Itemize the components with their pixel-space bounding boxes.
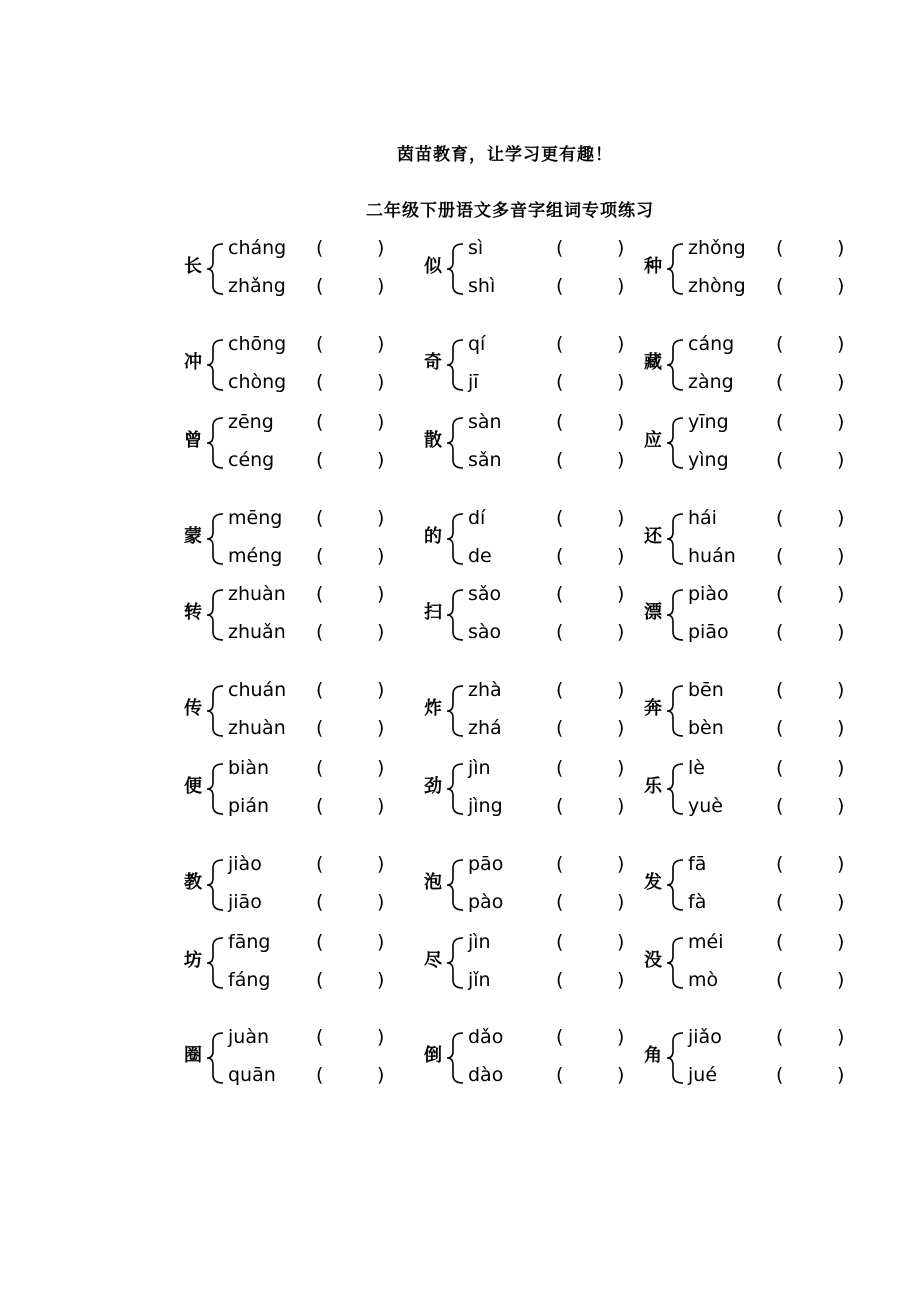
pinyin-reading-2: zhá xyxy=(468,717,502,739)
answer-paren-open: ( xyxy=(776,371,784,393)
polyphone-character: 冲 xyxy=(184,352,202,373)
pinyin-reading-2: pián xyxy=(228,795,270,817)
answer-paren-open: ( xyxy=(776,853,784,875)
curly-brace xyxy=(445,588,467,642)
polyphone-character: 教 xyxy=(184,872,202,893)
curly-brace xyxy=(665,858,687,912)
answer-paren-open: ( xyxy=(776,507,784,529)
answer-paren-open: ( xyxy=(556,795,564,817)
answer-paren-close: ) xyxy=(837,717,845,739)
polyphone-character: 乐 xyxy=(644,776,662,797)
polyphone-entry xyxy=(180,930,400,994)
polyphone-entry xyxy=(420,756,640,820)
polyphone-entry xyxy=(420,930,640,994)
answer-paren-open: ( xyxy=(776,275,784,297)
answer-paren-close: ) xyxy=(837,371,845,393)
answer-paren-close: ) xyxy=(617,1026,625,1048)
answer-paren-open: ( xyxy=(776,795,784,817)
answer-paren-close: ) xyxy=(837,411,845,433)
pinyin-reading-2: quān xyxy=(228,1064,276,1086)
pinyin-reading-2: de xyxy=(468,545,492,567)
polyphone-character: 倒 xyxy=(424,1045,442,1066)
answer-paren-close: ) xyxy=(837,795,845,817)
polyphone-entry xyxy=(420,582,640,646)
curly-brace xyxy=(445,338,467,392)
answer-paren-open: ( xyxy=(556,931,564,953)
answer-paren-open: ( xyxy=(316,411,324,433)
polyphone-entry xyxy=(640,236,860,300)
polyphone-character: 坊 xyxy=(184,950,202,971)
answer-paren-close: ) xyxy=(617,853,625,875)
answer-paren-close: ) xyxy=(617,411,625,433)
polyphone-character: 传 xyxy=(184,698,202,719)
polyphone-entry xyxy=(420,1025,640,1089)
pinyin-reading-2: fáng xyxy=(228,969,271,991)
polyphone-character: 蒙 xyxy=(184,526,202,547)
answer-paren-close: ) xyxy=(377,1026,385,1048)
pinyin-reading-1: mēng xyxy=(228,507,283,529)
curly-brace xyxy=(205,416,227,470)
answer-paren-open: ( xyxy=(776,969,784,991)
curly-brace xyxy=(665,338,687,392)
answer-paren-open: ( xyxy=(556,717,564,739)
curly-brace xyxy=(445,242,467,296)
answer-paren-open: ( xyxy=(556,237,564,259)
polyphone-character: 藏 xyxy=(644,352,662,373)
answer-paren-open: ( xyxy=(776,1064,784,1086)
answer-paren-open: ( xyxy=(316,891,324,913)
polyphone-character: 奔 xyxy=(644,698,662,719)
polyphone-character: 角 xyxy=(644,1045,662,1066)
answer-paren-open: ( xyxy=(556,1026,564,1048)
answer-paren-open: ( xyxy=(776,237,784,259)
answer-paren-open: ( xyxy=(776,1026,784,1048)
answer-paren-close: ) xyxy=(837,853,845,875)
pinyin-reading-1: jìn xyxy=(468,931,491,953)
polyphone-entry xyxy=(420,678,640,742)
pinyin-reading-1: zhà xyxy=(468,679,502,701)
answer-paren-close: ) xyxy=(617,717,625,739)
curly-brace xyxy=(665,416,687,470)
pinyin-reading-1: chōng xyxy=(228,333,287,355)
answer-paren-open: ( xyxy=(776,679,784,701)
pinyin-reading-2: shì xyxy=(468,275,496,297)
curly-brace xyxy=(445,1031,467,1085)
curly-brace xyxy=(665,512,687,566)
answer-paren-open: ( xyxy=(776,621,784,643)
pinyin-reading-1: méi xyxy=(688,931,724,953)
answer-paren-close: ) xyxy=(617,621,625,643)
answer-paren-open: ( xyxy=(556,411,564,433)
answer-paren-open: ( xyxy=(316,275,324,297)
answer-paren-close: ) xyxy=(837,449,845,471)
pinyin-reading-1: cháng xyxy=(228,237,287,259)
pinyin-reading-2: céng xyxy=(228,449,275,471)
polyphone-character: 炸 xyxy=(424,698,442,719)
curly-brace xyxy=(665,684,687,738)
pinyin-reading-2: jī xyxy=(468,371,479,393)
answer-paren-close: ) xyxy=(377,371,385,393)
polyphone-character: 应 xyxy=(644,430,662,451)
answer-paren-close: ) xyxy=(377,545,385,567)
curly-brace xyxy=(205,588,227,642)
answer-paren-close: ) xyxy=(837,969,845,991)
answer-paren-close: ) xyxy=(377,931,385,953)
polyphone-character: 便 xyxy=(184,776,202,797)
curly-brace xyxy=(665,242,687,296)
answer-paren-close: ) xyxy=(377,717,385,739)
pinyin-reading-1: chuán xyxy=(228,679,287,701)
answer-paren-close: ) xyxy=(617,449,625,471)
answer-paren-close: ) xyxy=(377,795,385,817)
answer-paren-close: ) xyxy=(837,333,845,355)
answer-paren-open: ( xyxy=(776,449,784,471)
curly-brace xyxy=(665,936,687,990)
polyphone-entry xyxy=(180,852,400,916)
answer-paren-open: ( xyxy=(316,1026,324,1048)
answer-paren-close: ) xyxy=(617,545,625,567)
pinyin-reading-1: bēn xyxy=(688,679,724,701)
polyphone-entry xyxy=(180,678,400,742)
polyphone-entry xyxy=(420,236,640,300)
polyphone-character: 曾 xyxy=(184,430,202,451)
pinyin-reading-1: juàn xyxy=(228,1026,270,1048)
answer-paren-open: ( xyxy=(316,371,324,393)
polyphone-character: 转 xyxy=(184,602,202,623)
answer-paren-close: ) xyxy=(837,1064,845,1086)
curly-brace xyxy=(205,512,227,566)
polyphone-entry xyxy=(180,506,400,570)
polyphone-character: 没 xyxy=(644,950,662,971)
curly-brace xyxy=(205,936,227,990)
answer-paren-close: ) xyxy=(377,333,385,355)
answer-paren-open: ( xyxy=(556,275,564,297)
pinyin-reading-2: dào xyxy=(468,1064,504,1086)
answer-paren-close: ) xyxy=(617,757,625,779)
answer-paren-close: ) xyxy=(377,757,385,779)
pinyin-reading-1: qí xyxy=(468,333,486,355)
polyphone-entry xyxy=(640,852,860,916)
pinyin-reading-1: zēng xyxy=(228,411,274,433)
answer-paren-close: ) xyxy=(377,621,385,643)
polyphone-character: 劲 xyxy=(424,776,442,797)
polyphone-entry xyxy=(640,332,860,396)
answer-paren-close: ) xyxy=(617,333,625,355)
answer-paren-open: ( xyxy=(316,931,324,953)
polyphone-character: 似 xyxy=(424,256,442,277)
pinyin-reading-2: zhòng xyxy=(688,275,746,297)
answer-paren-open: ( xyxy=(556,757,564,779)
answer-paren-close: ) xyxy=(617,275,625,297)
answer-paren-close: ) xyxy=(837,583,845,605)
answer-paren-close: ) xyxy=(837,1026,845,1048)
answer-paren-close: ) xyxy=(617,679,625,701)
pinyin-reading-2: zhǎng xyxy=(228,275,286,297)
polyphone-entry xyxy=(180,236,400,300)
answer-paren-open: ( xyxy=(776,545,784,567)
polyphone-entry xyxy=(640,506,860,570)
pinyin-reading-2: zhuǎn xyxy=(228,621,286,643)
curly-brace xyxy=(205,858,227,912)
polyphone-character: 长 xyxy=(184,256,202,277)
answer-paren-close: ) xyxy=(377,507,385,529)
curly-brace xyxy=(445,762,467,816)
answer-paren-close: ) xyxy=(377,969,385,991)
pinyin-reading-2: fà xyxy=(688,891,707,913)
answer-paren-close: ) xyxy=(377,237,385,259)
polyphone-entry xyxy=(640,678,860,742)
polyphone-character: 圈 xyxy=(184,1045,202,1066)
pinyin-reading-1: piào xyxy=(688,583,729,605)
answer-paren-close: ) xyxy=(377,449,385,471)
answer-paren-open: ( xyxy=(316,853,324,875)
pinyin-reading-2: méng xyxy=(228,545,283,567)
answer-paren-close: ) xyxy=(617,237,625,259)
answer-paren-open: ( xyxy=(316,237,324,259)
pinyin-reading-1: sì xyxy=(468,237,484,259)
answer-paren-open: ( xyxy=(776,717,784,739)
pinyin-reading-1: lè xyxy=(688,757,705,779)
polyphone-entry xyxy=(180,1025,400,1089)
pinyin-reading-2: pào xyxy=(468,891,504,913)
polyphone-character: 漂 xyxy=(644,602,662,623)
answer-paren-open: ( xyxy=(316,333,324,355)
answer-paren-close: ) xyxy=(617,371,625,393)
polyphone-entry xyxy=(640,582,860,646)
pinyin-reading-1: jiǎo xyxy=(688,1026,722,1048)
answer-paren-close: ) xyxy=(837,237,845,259)
answer-paren-open: ( xyxy=(776,411,784,433)
polyphone-entry xyxy=(180,332,400,396)
pinyin-reading-1: jìn xyxy=(468,757,491,779)
polyphone-character: 扫 xyxy=(424,602,442,623)
pinyin-reading-1: fāng xyxy=(228,931,271,953)
answer-paren-open: ( xyxy=(316,795,324,817)
curly-brace xyxy=(205,1031,227,1085)
answer-paren-open: ( xyxy=(776,931,784,953)
curly-brace xyxy=(445,416,467,470)
pinyin-reading-1: yīng xyxy=(688,411,729,433)
answer-paren-open: ( xyxy=(556,1064,564,1086)
answer-paren-open: ( xyxy=(316,507,324,529)
answer-paren-close: ) xyxy=(837,757,845,779)
answer-paren-close: ) xyxy=(377,679,385,701)
curly-brace xyxy=(665,1031,687,1085)
answer-paren-open: ( xyxy=(556,891,564,913)
polyphone-character: 的 xyxy=(424,526,442,547)
answer-paren-close: ) xyxy=(837,275,845,297)
polyphone-character: 种 xyxy=(644,256,662,277)
polyphone-entry xyxy=(180,582,400,646)
polyphone-character: 发 xyxy=(644,872,662,893)
answer-paren-open: ( xyxy=(316,679,324,701)
answer-paren-close: ) xyxy=(617,583,625,605)
curly-brace xyxy=(445,936,467,990)
answer-paren-open: ( xyxy=(556,621,564,643)
answer-paren-open: ( xyxy=(556,853,564,875)
polyphone-entry xyxy=(640,410,860,474)
polyphone-entry xyxy=(420,332,640,396)
pinyin-reading-1: jiào xyxy=(228,853,262,875)
answer-paren-close: ) xyxy=(837,621,845,643)
answer-paren-open: ( xyxy=(316,757,324,779)
pinyin-reading-2: yìng xyxy=(688,449,729,471)
answer-paren-open: ( xyxy=(556,583,564,605)
answer-paren-open: ( xyxy=(316,969,324,991)
answer-paren-close: ) xyxy=(377,411,385,433)
answer-paren-open: ( xyxy=(776,757,784,779)
answer-paren-open: ( xyxy=(316,621,324,643)
curly-brace xyxy=(205,338,227,392)
answer-paren-close: ) xyxy=(837,545,845,567)
polyphone-entry xyxy=(640,1025,860,1089)
pinyin-reading-2: sǎn xyxy=(468,449,502,471)
pinyin-reading-1: zhǒng xyxy=(688,237,746,259)
answer-paren-close: ) xyxy=(377,583,385,605)
pinyin-reading-1: biàn xyxy=(228,757,270,779)
curly-brace xyxy=(445,858,467,912)
pinyin-reading-1: fā xyxy=(688,853,707,875)
answer-paren-close: ) xyxy=(377,1064,385,1086)
pinyin-reading-2: jué xyxy=(688,1064,718,1086)
curly-brace xyxy=(445,684,467,738)
pinyin-reading-2: yuè xyxy=(688,795,723,817)
answer-paren-close: ) xyxy=(617,891,625,913)
pinyin-reading-1: dí xyxy=(468,507,486,529)
pinyin-reading-1: zhuàn xyxy=(228,583,286,605)
polyphone-entry xyxy=(180,756,400,820)
polyphone-character: 泡 xyxy=(424,872,442,893)
answer-paren-open: ( xyxy=(316,717,324,739)
answer-paren-open: ( xyxy=(316,583,324,605)
answer-paren-open: ( xyxy=(556,545,564,567)
answer-paren-close: ) xyxy=(617,931,625,953)
pinyin-reading-2: bèn xyxy=(688,717,724,739)
answer-paren-close: ) xyxy=(837,679,845,701)
answer-paren-close: ) xyxy=(617,1064,625,1086)
answer-paren-open: ( xyxy=(556,969,564,991)
curly-brace xyxy=(205,684,227,738)
answer-paren-close: ) xyxy=(837,507,845,529)
polyphone-entry xyxy=(640,930,860,994)
polyphone-entry xyxy=(420,410,640,474)
curly-brace xyxy=(665,588,687,642)
polyphone-entry xyxy=(420,506,640,570)
answer-paren-open: ( xyxy=(556,507,564,529)
answer-paren-open: ( xyxy=(316,1064,324,1086)
answer-paren-close: ) xyxy=(837,891,845,913)
pinyin-reading-1: sǎo xyxy=(468,583,502,605)
answer-paren-open: ( xyxy=(776,583,784,605)
pinyin-reading-2: chòng xyxy=(228,371,287,393)
pinyin-reading-2: piāo xyxy=(688,621,729,643)
answer-paren-open: ( xyxy=(556,679,564,701)
answer-paren-close: ) xyxy=(377,891,385,913)
pinyin-reading-2: jǐn xyxy=(468,969,491,991)
pinyin-reading-1: hái xyxy=(688,507,717,529)
pinyin-reading-2: jiāo xyxy=(228,891,262,913)
pinyin-reading-2: zhuàn xyxy=(228,717,286,739)
polyphone-character: 奇 xyxy=(424,352,442,373)
pinyin-reading-2: jìng xyxy=(468,795,503,817)
polyphone-entry xyxy=(420,852,640,916)
answer-paren-open: ( xyxy=(316,449,324,471)
header-banner: 茵苗教育，让学习更有趣！ xyxy=(397,145,613,165)
answer-paren-close: ) xyxy=(617,507,625,529)
answer-paren-close: ) xyxy=(377,853,385,875)
curly-brace xyxy=(205,762,227,816)
curly-brace xyxy=(205,242,227,296)
pinyin-reading-2: zàng xyxy=(688,371,734,393)
curly-brace xyxy=(445,512,467,566)
answer-paren-open: ( xyxy=(316,545,324,567)
answer-paren-open: ( xyxy=(776,333,784,355)
answer-paren-open: ( xyxy=(776,891,784,913)
pinyin-reading-2: huán xyxy=(688,545,736,567)
pinyin-reading-2: mò xyxy=(688,969,719,991)
answer-paren-close: ) xyxy=(617,795,625,817)
pinyin-reading-1: pāo xyxy=(468,853,504,875)
pinyin-reading-1: dǎo xyxy=(468,1026,504,1048)
polyphone-entry xyxy=(640,756,860,820)
polyphone-character: 散 xyxy=(424,430,442,451)
answer-paren-open: ( xyxy=(556,371,564,393)
answer-paren-open: ( xyxy=(556,449,564,471)
polyphone-character: 尽 xyxy=(424,950,442,971)
pinyin-reading-1: sàn xyxy=(468,411,502,433)
answer-paren-open: ( xyxy=(556,333,564,355)
curly-brace xyxy=(665,762,687,816)
polyphone-entry xyxy=(180,410,400,474)
pinyin-reading-2: sào xyxy=(468,621,502,643)
answer-paren-close: ) xyxy=(377,275,385,297)
answer-paren-close: ) xyxy=(837,931,845,953)
pinyin-reading-1: cáng xyxy=(688,333,735,355)
answer-paren-close: ) xyxy=(617,969,625,991)
page-title: 二年级下册语文多音字组词专项练习 xyxy=(366,201,654,221)
polyphone-character: 还 xyxy=(644,526,662,547)
